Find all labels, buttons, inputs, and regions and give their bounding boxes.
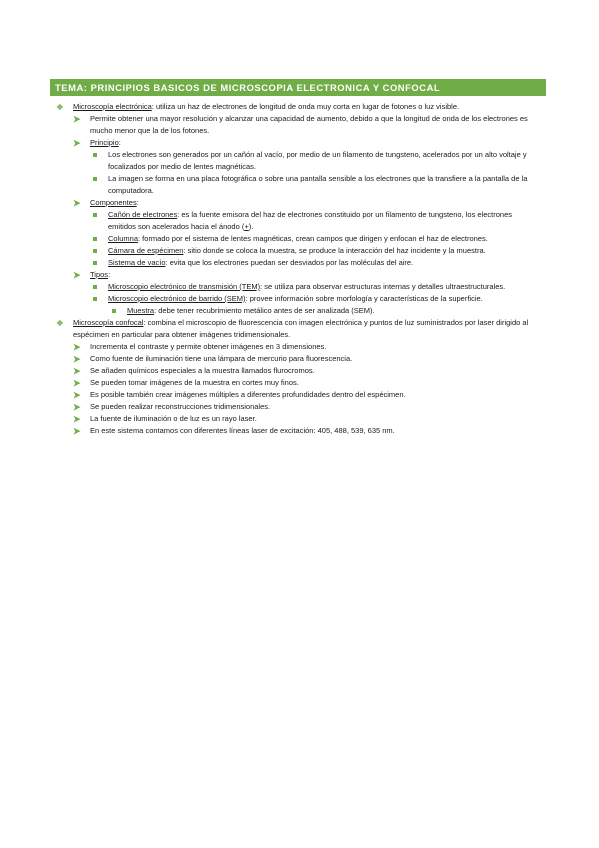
topic-banner: TEMA: PRINCIPIOS BASICOS DE MICROSCOPIA ELECTRONICA Y CONFOCAL: [50, 79, 546, 96]
arrow-bullet-icon: ➤: [73, 342, 81, 352]
list-item-tipos: [0, 269, 599, 281]
list-item-tem: [0, 281, 599, 293]
arrow-bullet-icon: ➤: [73, 390, 81, 400]
plus-sign: +: [244, 222, 249, 231]
description: : formado por el sistema de lentes magnéticas, crean campos que dirigen y enfocan el haz de electrones.: [138, 234, 488, 243]
arrow-bullet-icon: ➤: [73, 378, 81, 388]
list-item-muestra: [0, 305, 599, 317]
list-item-resolucion: [0, 113, 599, 137]
arrow-bullet-icon: ➤: [73, 366, 81, 376]
square-bullet-icon: [93, 153, 97, 157]
arrow-bullet-icon: ➤: [73, 114, 81, 124]
description: Incrementa el contraste y permite obtener imágenes en 3 dimensiones.: [90, 342, 327, 351]
diamond-bullet-icon: ❖: [56, 318, 64, 328]
arrow-bullet-icon: ➤: [73, 402, 81, 412]
colon: :: [136, 198, 139, 207]
description: En este sistema contamos con diferentes líneas laser de excitación: 405, 488, 539, 635 nm.: [90, 426, 395, 435]
description: : debe tener recubrimiento metálico antes de ser analizada (SEM).: [154, 306, 375, 315]
list-item-microscopia-confocal: [0, 317, 599, 341]
list-item-principio-2: [0, 173, 599, 197]
list-item-principio: [0, 137, 599, 149]
term: Tipos: [90, 270, 109, 279]
list-item-confocal-5: [0, 389, 599, 401]
list-item-canon: [0, 209, 599, 233]
description: Se añaden químicos especiales a la muestra llamados flurocromos.: [90, 366, 315, 375]
list-item-componentes: [0, 197, 599, 209]
term: Columna: [108, 234, 139, 243]
colon: :: [108, 270, 111, 279]
description: Se pueden realizar reconstrucciones tridimensionales.: [90, 402, 271, 411]
square-bullet-icon: [93, 297, 97, 301]
list-item-confocal-1: [0, 341, 599, 353]
square-bullet-icon: [93, 177, 97, 181]
square-bullet-icon: [93, 213, 97, 217]
square-bullet-icon: [93, 261, 97, 265]
description: : combina el microscopio de fluorescencia con imagen electrónica y puntos de luz suministrados por laser dirigido al espécimen en particular para obtener imágenes tridimensionales.: [73, 318, 529, 339]
description: : provee información sobre morfología y características de la superficie.: [245, 294, 483, 303]
arrow-bullet-icon: ➤: [73, 426, 81, 436]
list-item-confocal-4: [0, 377, 599, 389]
arrow-bullet-icon: ➤: [73, 354, 81, 364]
description: La fuente de iluminación o de luz es un rayo laser.: [90, 414, 257, 423]
list-item-microscopia-electronica: [0, 101, 599, 113]
term: Cañón de electrones: [108, 210, 178, 219]
term: Microscopía confocal: [73, 318, 144, 327]
document-body: [0, 101, 599, 437]
square-bullet-icon: [93, 285, 97, 289]
list-item-confocal-3: [0, 365, 599, 377]
description: Los electrones son generados por un cañón al vacío, por medio de un filamento de tungsteno, acelerados por un alto voltaje y focalizados por medio de lentes magnéticas.: [108, 150, 527, 171]
description: : se utiliza para observar estructuras internas y detalles ultraestructurales.: [260, 282, 506, 291]
description: Como fuente de iluminación tiene una lámpara de mercurio para fluorescencia.: [90, 354, 353, 363]
description: : utiliza un haz de electrones de longitud de onda muy corta en lugar de fotones o luz visible.: [151, 102, 460, 111]
description: Se pueden tomar imágenes de la muestra en cortes muy finos.: [90, 378, 299, 387]
list-item-confocal-2: [0, 353, 599, 365]
list-item-sem: [0, 293, 599, 305]
diamond-bullet-icon: ❖: [56, 102, 64, 112]
description: La imagen se forma en una placa fotográfica o sobre una pantalla sensible a los electrones que la transfiere a la pantalla de la computadora.: [108, 174, 528, 195]
arrow-bullet-icon: ➤: [73, 198, 81, 208]
list-item-camara: [0, 245, 599, 257]
description: Es posible también crear imágenes múltiples a diferentes profundidades dentro del espécimen.: [90, 390, 406, 399]
arrow-bullet-icon: ➤: [73, 138, 81, 148]
square-bullet-icon: [93, 237, 97, 241]
term: Microscopio electrónico de transmisión (TEM): [108, 282, 261, 291]
description: Permite obtener una mayor resolución y alcanzar una capacidad de aumento, debido a que la longitud de onda de los electrones es mucho menor que la de los fotones.: [90, 114, 528, 135]
term: Sistema de vacío: [108, 258, 166, 267]
list-item-columna: [0, 233, 599, 245]
square-bullet-icon: [93, 249, 97, 253]
list-item-vacio: [0, 257, 599, 269]
list-item-confocal-6: [0, 401, 599, 413]
square-bullet-icon: [112, 309, 116, 313]
description: : sitio donde se coloca la muestra, se produce la interacción del haz incidente y la muestra.: [183, 246, 486, 255]
term: Componentes: [90, 198, 137, 207]
list-item-principio-1: [0, 149, 599, 173]
colon: :: [118, 138, 121, 147]
term: Microscopio electrónico de barrido (SEM): [108, 294, 246, 303]
description: : evita que los electrones puedan ser desviados por las moléculas del aire.: [165, 258, 414, 267]
list-item-confocal-8: [0, 425, 599, 437]
description: : es la fuente emisora del haz de electrones constituido por un filamento de tungsteno, los electrones emitidos son acelerados hacia el ánodo (: [108, 210, 513, 231]
description-end: ).: [248, 222, 254, 231]
term: Principio: [90, 138, 119, 147]
term: Muestra: [127, 306, 155, 315]
arrow-bullet-icon: ➤: [73, 270, 81, 280]
list-item-confocal-7: [0, 413, 599, 425]
term: Microscopía electrónica: [73, 102, 152, 111]
term: Cámara de espécimen: [108, 246, 184, 255]
arrow-bullet-icon: ➤: [73, 414, 81, 424]
